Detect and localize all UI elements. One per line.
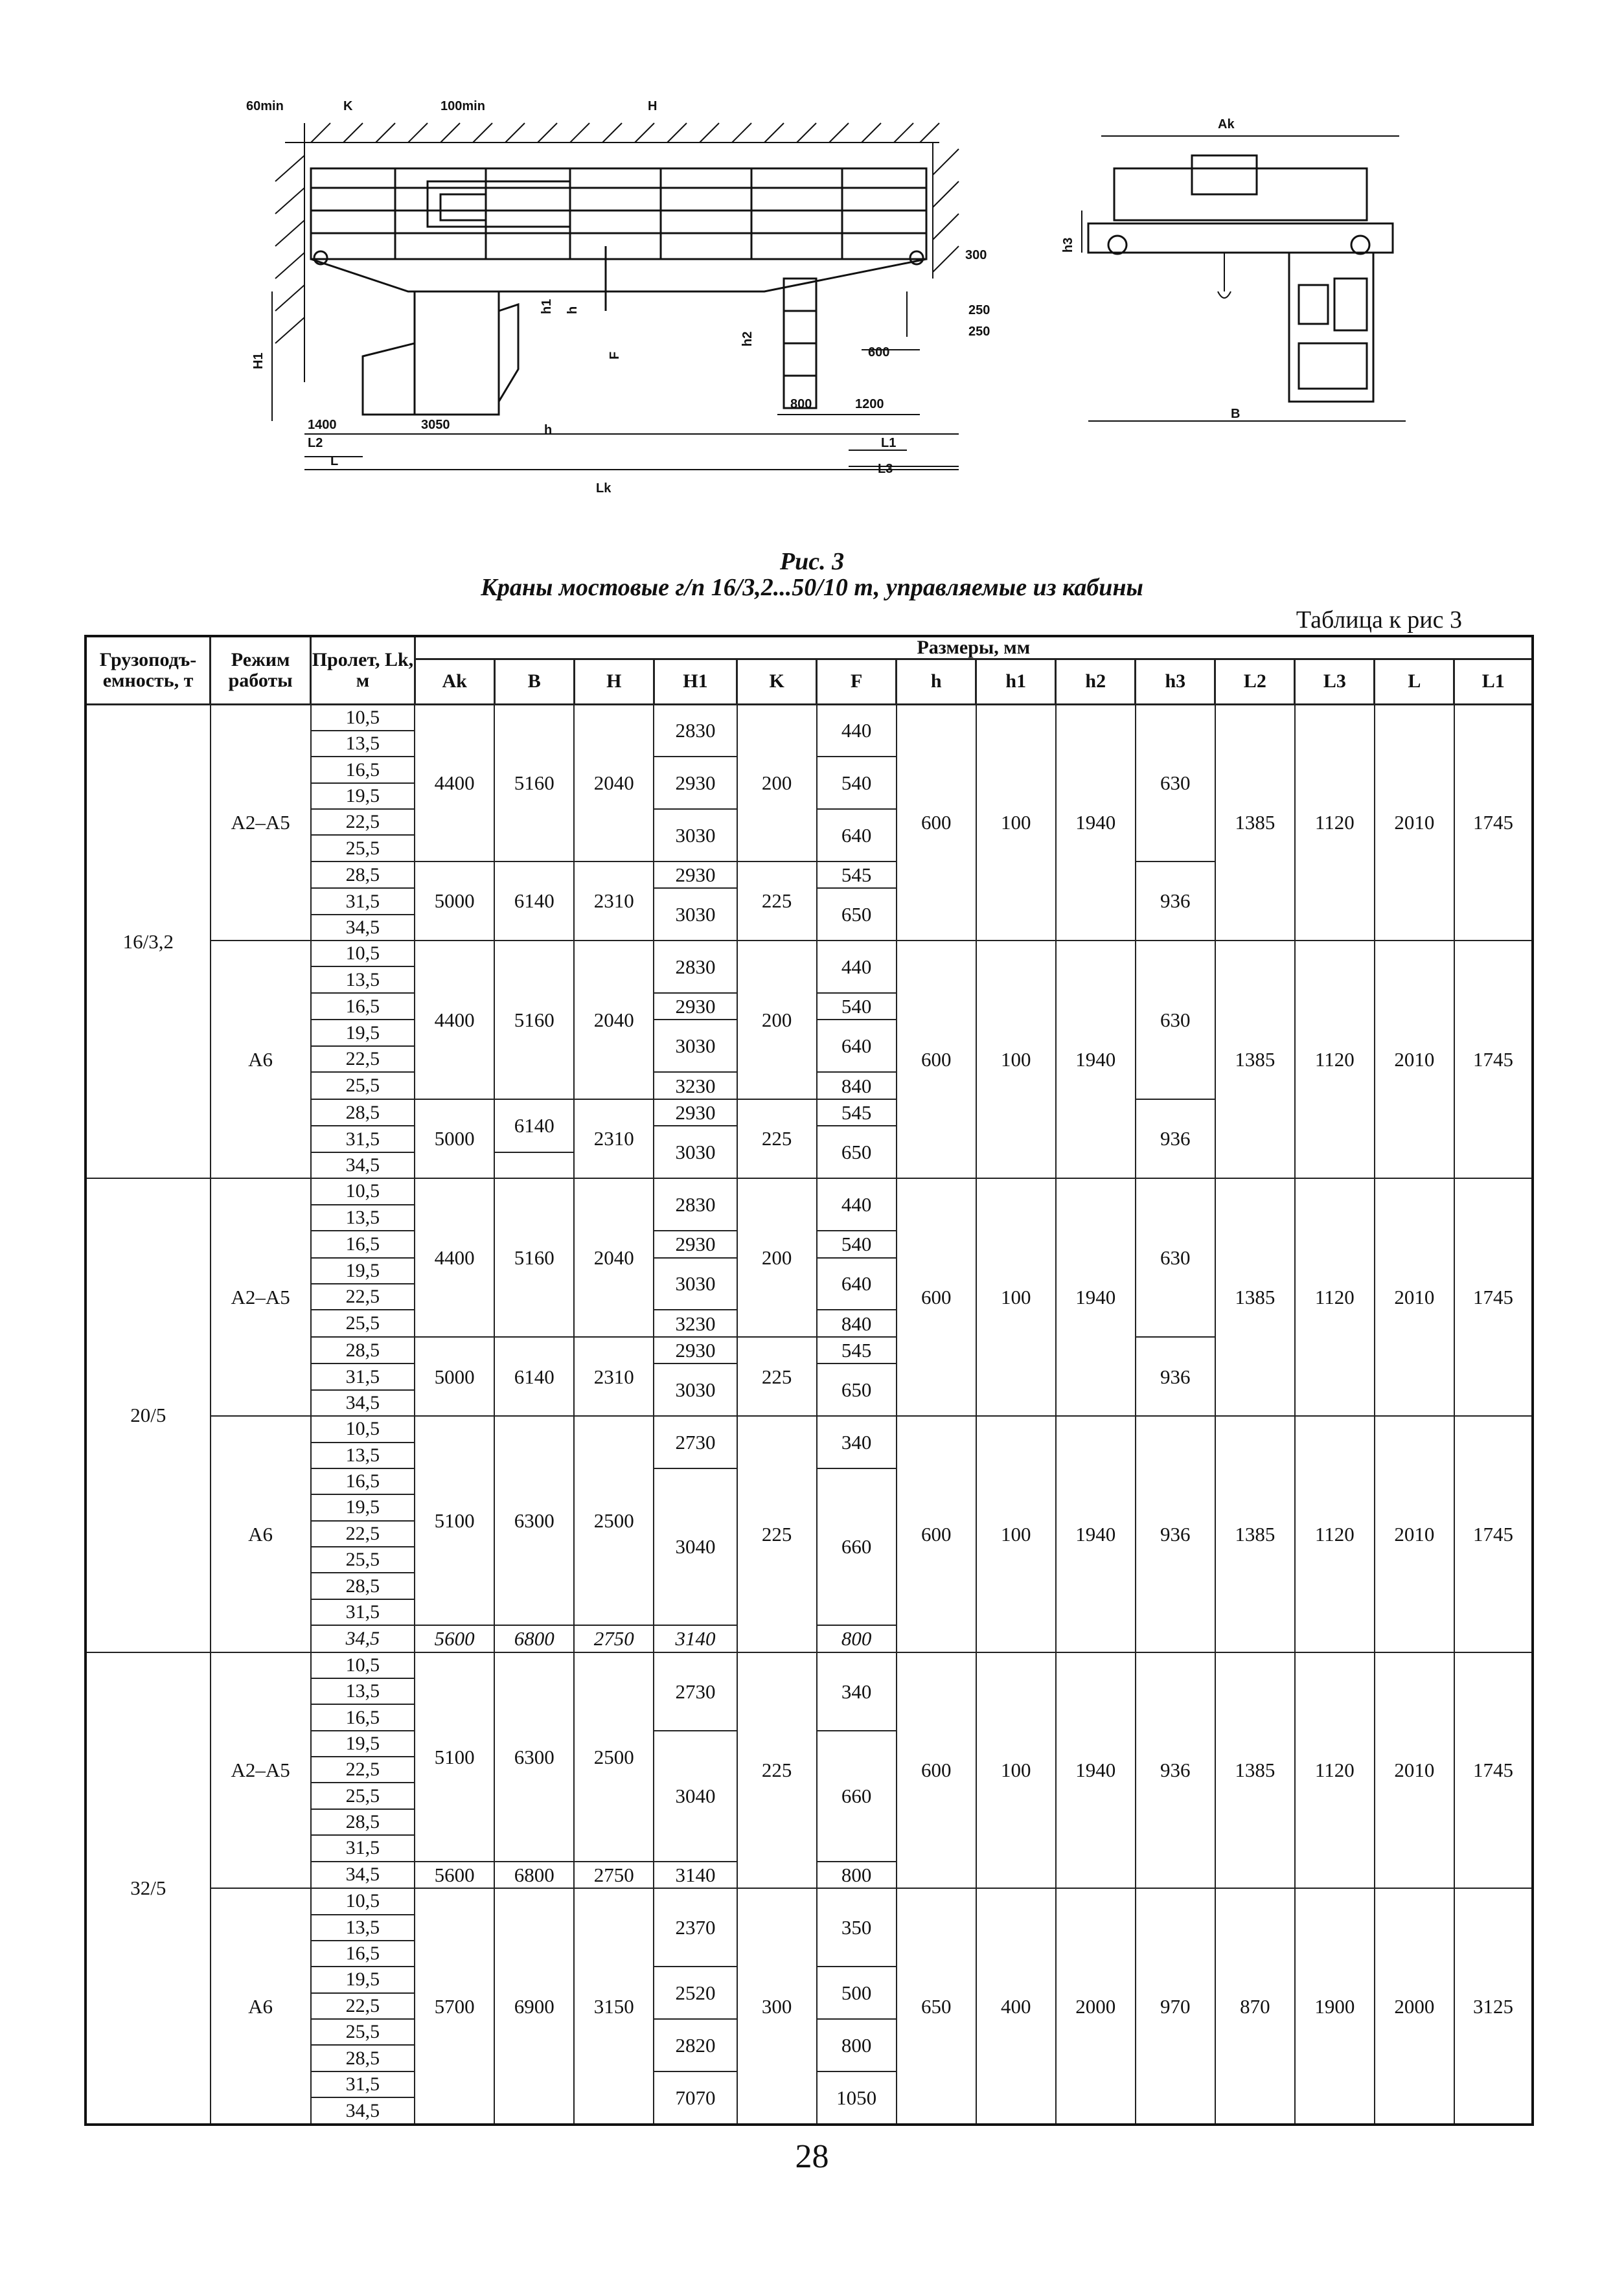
label-H: H — [648, 99, 658, 113]
span-cell: 28,5 — [311, 1809, 415, 1835]
label-h: h — [566, 306, 580, 314]
cell-h2: 1940 — [1056, 1652, 1136, 1889]
span-cell: 28,5 — [311, 2045, 415, 2071]
cell-Ak: 5700 — [415, 1888, 494, 2125]
cell-H1: 2930 — [654, 1337, 737, 1364]
cell-B: 5160 — [494, 1178, 574, 1337]
span-cell: 19,5 — [311, 783, 415, 809]
cell-L: 2010 — [1375, 704, 1454, 941]
header-mode: Режим работы — [211, 636, 311, 704]
cell-F: 350 — [817, 1888, 897, 1967]
cell-h: 600 — [897, 1652, 976, 1889]
span-cell: 34,5 — [311, 1390, 415, 1416]
cell-h3: 630 — [1136, 1178, 1215, 1337]
mode-cell: А6 — [211, 1416, 311, 1652]
label-h3: h3 — [1061, 237, 1075, 253]
cell-L: 2010 — [1375, 1416, 1454, 1652]
label-F: F — [608, 351, 622, 359]
dimensions-table — [84, 635, 1534, 2126]
header-Ak: Ak — [415, 659, 494, 704]
cell-h: 600 — [897, 941, 976, 1178]
cell-F: 340 — [817, 1652, 897, 1731]
span-cell: 34,5 — [311, 1862, 415, 1889]
cell-L1: 1745 — [1454, 941, 1533, 1178]
cell-F: 640 — [817, 1020, 897, 1072]
label-K: K — [343, 99, 353, 113]
span-cell: 25,5 — [311, 1783, 415, 1808]
cell-B: 6300 — [494, 1652, 574, 1862]
span-cell: 28,5 — [311, 1099, 415, 1126]
mode-cell: А2–А5 — [211, 1652, 311, 1889]
cell-L2: 870 — [1215, 1888, 1295, 2125]
cell-h: 650 — [897, 1888, 976, 2125]
span-cell: 13,5 — [311, 731, 415, 757]
cell-H1: 2520 — [654, 1967, 737, 2019]
cell-L3: 1120 — [1295, 1652, 1375, 1889]
cell-K: 225 — [737, 861, 817, 941]
cell-B: 5160 — [494, 704, 574, 861]
cell-L3: 1120 — [1295, 1178, 1375, 1416]
cell-F: 840 — [817, 1310, 897, 1337]
cell-H: 2310 — [574, 861, 654, 941]
capacity-cell: 16/3,2 — [86, 704, 211, 1178]
span-cell: 31,5 — [311, 1363, 415, 1389]
cell-F: 650 — [817, 888, 897, 941]
label-800: 800 — [790, 397, 812, 411]
cell-L: 2000 — [1375, 1888, 1454, 2125]
cell-L1: 1745 — [1454, 1178, 1533, 1416]
cell-B: 5160 — [494, 941, 574, 1099]
mode-cell: А6 — [211, 941, 311, 1178]
header-K: K — [737, 659, 817, 704]
cell-Ak: 5000 — [415, 861, 494, 941]
span-cell: 16,5 — [311, 1468, 415, 1494]
header-dimensions: Размеры, мм — [415, 636, 1533, 659]
cell-H1: 3030 — [654, 1363, 737, 1416]
label-L2: L2 — [308, 436, 323, 450]
label-Ak: Ak — [1218, 117, 1235, 131]
header-H: H — [574, 659, 654, 704]
span-cell: 25,5 — [311, 1072, 415, 1099]
cell-H1: 3030 — [654, 1258, 737, 1310]
cell-h3: 970 — [1136, 1888, 1215, 2125]
cell-F: 640 — [817, 809, 897, 861]
cell-h3: 630 — [1136, 941, 1215, 1099]
label-250b: 250 — [968, 325, 990, 339]
cell-H1: 2830 — [654, 1178, 737, 1231]
figure-title: Краны мостовые г/п 16/3,2...50/10 т, управляемые из кабины — [481, 574, 1143, 601]
cell-F: 545 — [817, 861, 897, 889]
cell-F: 650 — [817, 1363, 897, 1416]
cell-H1: 3230 — [654, 1072, 737, 1099]
cell-K: 300 — [737, 1888, 817, 2125]
cell-h3: 936 — [1136, 1652, 1215, 1889]
cell-h2: 1940 — [1056, 1178, 1136, 1416]
cell-F: 800 — [817, 1625, 897, 1652]
cell-K: 225 — [737, 1652, 817, 1889]
span-cell: 10,5 — [311, 1888, 415, 1914]
span-cell: 10,5 — [311, 1416, 415, 1442]
cell-Ak: 4400 — [415, 941, 494, 1099]
cell-Ak: 4400 — [415, 704, 494, 861]
cell-h1: 100 — [976, 941, 1056, 1178]
cell-L3: 1900 — [1295, 1888, 1375, 2125]
span-cell: 34,5 — [311, 2097, 415, 2125]
cell-L1: 1745 — [1454, 1652, 1533, 1889]
span-cell: 34,5 — [311, 1625, 415, 1652]
cell-Ak: 5000 — [415, 1099, 494, 1178]
cell-H1: 3140 — [654, 1625, 737, 1652]
span-cell: 22,5 — [311, 1993, 415, 2019]
cell-h3: 936 — [1136, 1099, 1215, 1178]
label-600: 600 — [868, 345, 890, 359]
cell-H: 2040 — [574, 1178, 654, 1337]
cell-h2: 2000 — [1056, 1888, 1136, 2125]
crane-drawing-svg — [246, 97, 1477, 512]
cell-F: 340 — [817, 1416, 897, 1468]
cell-h1: 100 — [976, 704, 1056, 941]
cell-F: 840 — [817, 1072, 897, 1099]
cell-L2: 1385 — [1215, 941, 1295, 1178]
cell-Ak: 5600 — [415, 1625, 494, 1652]
cell-h3: 936 — [1136, 1337, 1215, 1416]
cell-F: 540 — [817, 757, 897, 809]
cell-F: 500 — [817, 1967, 897, 2019]
cell-L3: 1120 — [1295, 1416, 1375, 1652]
cell-B: 6140 — [494, 861, 574, 941]
label-100min: 100min — [440, 99, 485, 113]
span-cell: 31,5 — [311, 1126, 415, 1152]
cell-H1: 2930 — [654, 757, 737, 809]
cell-H1: 2930 — [654, 1231, 737, 1258]
cell-F: 540 — [817, 993, 897, 1020]
cell-F: 650 — [817, 1126, 897, 1178]
cell-F: 660 — [817, 1731, 897, 1862]
crane-drawing — [246, 97, 1477, 512]
span-cell: 34,5 — [311, 1152, 415, 1178]
header-h1: h1 — [976, 659, 1056, 704]
cell-L2: 1385 — [1215, 1416, 1295, 1652]
cell-H: 2310 — [574, 1099, 654, 1178]
capacity-cell: 32/5 — [86, 1652, 211, 2125]
span-cell: 22,5 — [311, 1046, 415, 1072]
cell-H: 2040 — [574, 941, 654, 1099]
cell-F: 800 — [817, 2019, 897, 2071]
label-Lk: Lk — [596, 481, 612, 496]
header-h3: h3 — [1136, 659, 1215, 704]
cell-F: 1050 — [817, 2071, 897, 2125]
cell-H1: 3030 — [654, 1020, 737, 1072]
cell-H1: 2730 — [654, 1652, 737, 1731]
cell-h1: 100 — [976, 1178, 1056, 1416]
header-L3: L3 — [1295, 659, 1375, 704]
cell-Ak: 5000 — [415, 1337, 494, 1416]
header-F: F — [817, 659, 897, 704]
label-L: L — [330, 454, 339, 468]
cell-H1: 3030 — [654, 888, 737, 941]
cell-H: 2500 — [574, 1416, 654, 1625]
header-capacity: Грузоподъ-емность, т — [86, 636, 211, 704]
mode-cell: А2–А5 — [211, 704, 311, 941]
cell-K: 200 — [737, 704, 817, 861]
span-cell: 13,5 — [311, 1915, 415, 1941]
cell-h: 600 — [897, 1416, 976, 1652]
span-cell: 10,5 — [311, 1652, 415, 1678]
cell-Ak: 5100 — [415, 1416, 494, 1625]
cell-Ak: 5100 — [415, 1652, 494, 1862]
table-caption: Таблица к рис 3 — [1296, 606, 1462, 633]
span-cell: 25,5 — [311, 2019, 415, 2045]
cell-H1: 3040 — [654, 1731, 737, 1862]
label-h2: h2 — [740, 331, 755, 347]
span-cell: 13,5 — [311, 1443, 415, 1468]
cell-H1: 7070 — [654, 2071, 737, 2125]
span-cell: 16,5 — [311, 1941, 415, 1967]
cell-Ak: 5600 — [415, 1862, 494, 1889]
cell-h: 600 — [897, 1178, 976, 1416]
cell-H1: 2930 — [654, 993, 737, 1020]
cell-H1: 2730 — [654, 1416, 737, 1468]
cell-B: 6800 — [494, 1862, 574, 1889]
label-h1: h1 — [540, 299, 554, 314]
cell-K: 225 — [737, 1337, 817, 1416]
figure-number: Рис. 3 — [779, 548, 845, 575]
cell-h2: 1940 — [1056, 941, 1136, 1178]
span-cell: 31,5 — [311, 888, 415, 914]
header-L1: L1 — [1454, 659, 1533, 704]
span-cell: 13,5 — [311, 1205, 415, 1231]
label-h-mark: h — [544, 423, 553, 437]
cell-h: 600 — [897, 704, 976, 941]
span-cell: 10,5 — [311, 941, 415, 966]
header-H1: H1 — [654, 659, 737, 704]
header-L2: L2 — [1215, 659, 1295, 704]
span-cell: 25,5 — [311, 1310, 415, 1337]
cell-h2: 1940 — [1056, 704, 1136, 941]
span-cell: 13,5 — [311, 966, 415, 992]
label-250a: 250 — [968, 303, 990, 317]
span-cell: 19,5 — [311, 1967, 415, 1992]
cell-F: 440 — [817, 1178, 897, 1231]
label-B: B — [1231, 407, 1241, 421]
cell-h3: 936 — [1136, 861, 1215, 941]
cell-B: 6140 — [494, 1099, 574, 1152]
cell-L: 2010 — [1375, 1178, 1454, 1416]
cell-H: 3150 — [574, 1888, 654, 2125]
cell-H: 2040 — [574, 704, 654, 861]
cell-h1: 400 — [976, 1888, 1056, 2125]
span-cell: 31,5 — [311, 1599, 415, 1625]
cell-B: 6300 — [494, 1416, 574, 1625]
header-span: Пролет, Lk, м — [311, 636, 415, 704]
span-cell: 28,5 — [311, 1337, 415, 1364]
cell-F: 640 — [817, 1258, 897, 1310]
span-cell: 19,5 — [311, 1020, 415, 1045]
cell-h2: 1940 — [1056, 1416, 1136, 1652]
cell-H1: 3230 — [654, 1310, 737, 1337]
cell-K: 200 — [737, 941, 817, 1099]
span-cell: 13,5 — [311, 1678, 415, 1704]
span-cell: 25,5 — [311, 835, 415, 861]
cell-K: 225 — [737, 1416, 817, 1652]
cell-H: 2750 — [574, 1862, 654, 1889]
cell-h1: 100 — [976, 1416, 1056, 1652]
span-cell: 28,5 — [311, 1573, 415, 1599]
cell-H: 2310 — [574, 1337, 654, 1416]
cell-h3: 936 — [1136, 1416, 1215, 1652]
cell-h1: 100 — [976, 1652, 1056, 1889]
cell-L2: 1385 — [1215, 704, 1295, 941]
span-cell: 22,5 — [311, 809, 415, 835]
cell-H1: 2930 — [654, 861, 737, 889]
span-cell: 28,5 — [311, 861, 415, 889]
label-L1: L1 — [881, 436, 897, 450]
cell-H1: 2930 — [654, 1099, 737, 1126]
label-L3: L3 — [878, 462, 893, 476]
cell-F: 800 — [817, 1862, 897, 1889]
cell-L2: 1385 — [1215, 1178, 1295, 1416]
header-B: B — [494, 659, 574, 704]
cell-H1: 2370 — [654, 1888, 737, 1967]
cell-H1: 3040 — [654, 1468, 737, 1625]
cell-H1: 3140 — [654, 1862, 737, 1889]
page-number: 28 — [795, 2138, 829, 2175]
cell-B: 6900 — [494, 1888, 574, 2125]
span-cell: 10,5 — [311, 704, 415, 731]
header-h: h — [897, 659, 976, 704]
label-3050: 3050 — [421, 418, 450, 432]
header-h2: h2 — [1056, 659, 1136, 704]
span-cell: 19,5 — [311, 1731, 415, 1757]
span-cell: 16,5 — [311, 757, 415, 782]
span-cell: 22,5 — [311, 1757, 415, 1783]
cell-L: 2010 — [1375, 941, 1454, 1178]
label-60min: 60min — [246, 99, 284, 113]
cell-H1: 2820 — [654, 2019, 737, 2071]
capacity-cell: 20/5 — [86, 1178, 211, 1652]
span-cell: 22,5 — [311, 1521, 415, 1547]
cell-H1: 3030 — [654, 1126, 737, 1178]
header-L: L — [1375, 659, 1454, 704]
cell-F: 440 — [817, 941, 897, 993]
cell-B-empty — [494, 1152, 574, 1178]
cell-L1: 1745 — [1454, 704, 1533, 941]
cell-F: 545 — [817, 1337, 897, 1364]
mode-cell: А6 — [211, 1888, 311, 2125]
cell-F: 440 — [817, 704, 897, 757]
span-cell: 16,5 — [311, 1704, 415, 1730]
cell-H1: 2830 — [654, 941, 737, 993]
cell-F: 660 — [817, 1468, 897, 1625]
cell-h3: 630 — [1136, 704, 1215, 861]
label-300: 300 — [965, 248, 987, 262]
cell-L2: 1385 — [1215, 1652, 1295, 1889]
label-H1: H1 — [251, 352, 266, 369]
cell-K: 200 — [737, 1178, 817, 1337]
cell-L3: 1120 — [1295, 941, 1375, 1178]
cell-B: 6140 — [494, 1337, 574, 1416]
mode-cell: А2–А5 — [211, 1178, 311, 1416]
span-cell: 31,5 — [311, 1835, 415, 1861]
cell-L1: 3125 — [1454, 1888, 1533, 2125]
cell-B: 6800 — [494, 1625, 574, 1652]
cell-H1: 3030 — [654, 809, 737, 861]
cell-F: 545 — [817, 1099, 897, 1126]
span-cell: 25,5 — [311, 1547, 415, 1573]
label-1200: 1200 — [855, 397, 884, 411]
cell-L1: 1745 — [1454, 1416, 1533, 1652]
span-cell: 16,5 — [311, 1231, 415, 1258]
span-cell: 22,5 — [311, 1284, 415, 1310]
span-cell: 10,5 — [311, 1178, 415, 1204]
cell-K: 225 — [737, 1099, 817, 1178]
cell-L: 2010 — [1375, 1652, 1454, 1889]
cell-L3: 1120 — [1295, 704, 1375, 941]
cell-H: 2500 — [574, 1652, 654, 1862]
cell-H1: 2830 — [654, 704, 737, 757]
span-cell: 34,5 — [311, 915, 415, 941]
span-cell: 31,5 — [311, 2071, 415, 2097]
label-1400: 1400 — [308, 418, 337, 432]
cell-H: 2750 — [574, 1625, 654, 1652]
cell-F: 540 — [817, 1231, 897, 1258]
cell-Ak: 4400 — [415, 1178, 494, 1337]
span-cell: 19,5 — [311, 1494, 415, 1520]
span-cell: 16,5 — [311, 993, 415, 1020]
span-cell: 19,5 — [311, 1258, 415, 1284]
